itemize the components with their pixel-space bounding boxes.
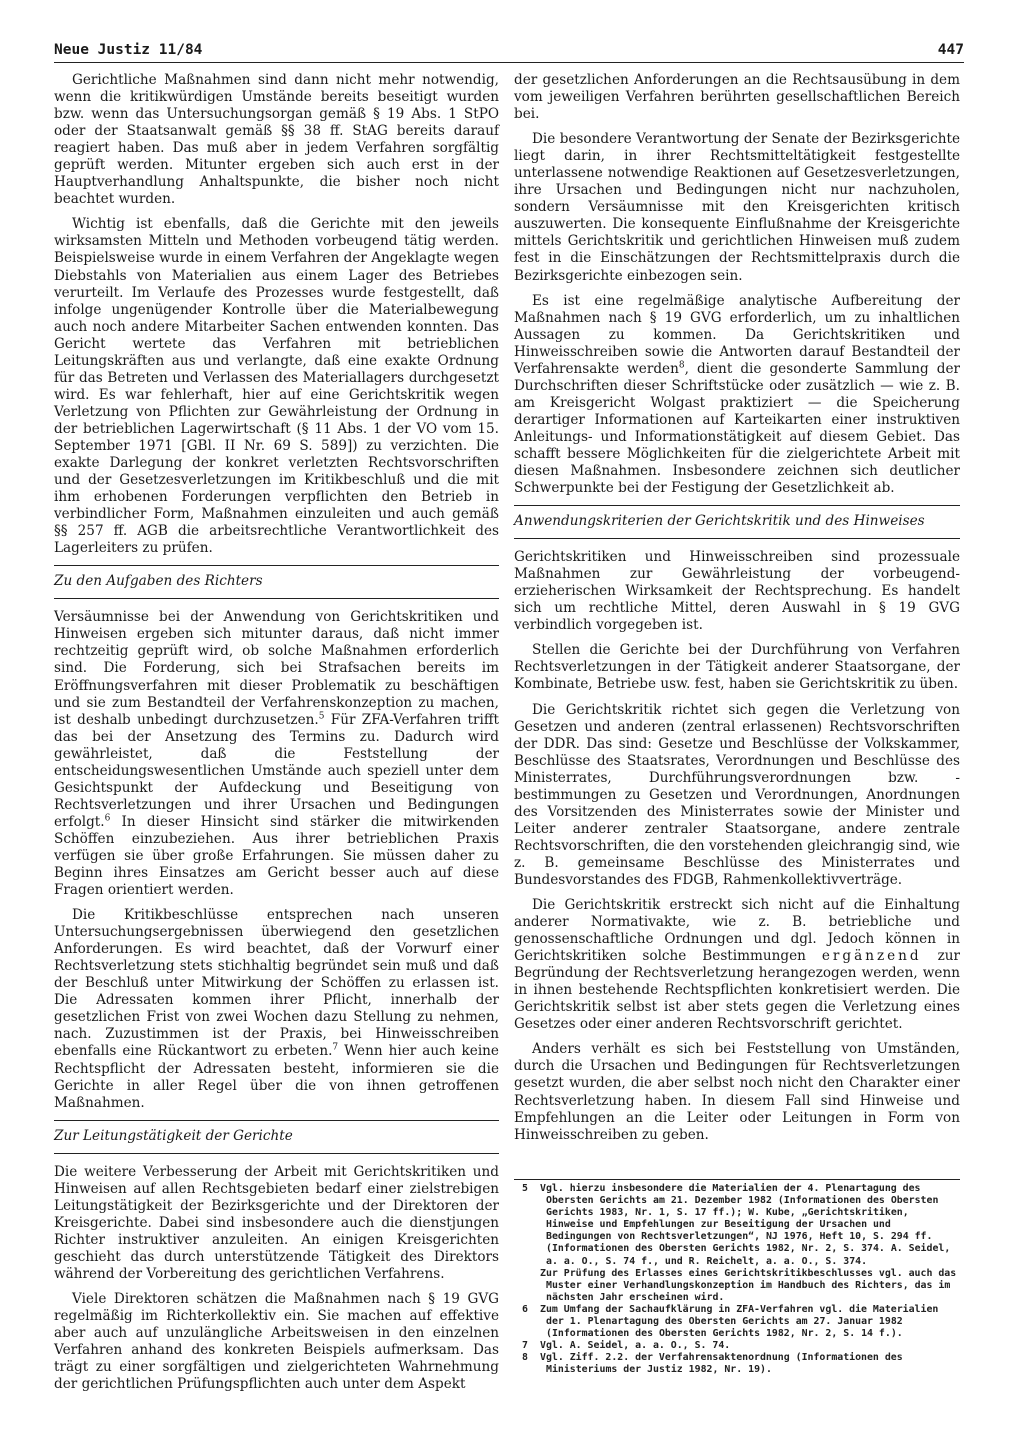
paragraph: Die Kritikbeschlüsse entsprechen nach unseren Untersuchungsergebnissen überwiegend den gesetzlichen Anforderungen. Es wird beachtet, daß der Vorwurf einer Rechtsverletzung stets stichhaltig begründet sein muß und daß der Beschluß unter Mitwirkung der Schöffen zu erlassen ist. Die Adressaten kommen ihrer Pflicht, innerhalb der gesetzlichen Frist von zwei Wochen dazu Stellung zu nehmen, nach. Zuzustimmen ist der Praxis, bei Hinweisschreiben ebenfalls eine Rückantwort zu erbeten.$^7$ Wenn hier auch keine Rechtspflicht der Adressaten besteht, informieren sie die Gerichte in aller Regel über die von ihnen getroffenen Maßnahmen.	[54, 907, 499, 1111]
footnote: Zur Prüfung des Erlasses eines Gerichtskritikbeschlusses vgl. auch das Muster einer Verhandlungskonzeption im Handbuch des Richters, das im nächsten Jahr erscheinen wird.	[540, 1267, 957, 1303]
page-number: 447	[937, 42, 964, 58]
footnote-marker: 6	[104, 813, 111, 824]
page-header	[54, 38, 964, 63]
section-heading: Zur Leitungstätigkeit der Gerichte	[54, 1120, 499, 1154]
section-heading: Anwendungskriterien der Gerichtskritik und des Hinweises	[514, 505, 960, 539]
paragraph: Stellen die Gerichte bei der Durchführung von Verfahren Rechtsverletzungen in der Tätigkeit anderer Staatsorgane, der Kombinate, Betriebe usw. fest, haben sie Gerichtskritik zu üben.	[514, 642, 960, 693]
paragraph: Es ist eine regelmäßige analytische Aufbereitung der Maßnahmen nach § 19 GVG erforderlich, um zu inhaltlichen Aussagen zu kommen. Da Gerichtskritiken und Hinweisschreiben sowie die Antworten darauf Bestandteil der Verfahrensakte werden$^8$, dient die gesonderte Sammlung der Durchschriften dieser Schriftstücke oder zusätzlich — wie z. B. am Kreisgericht Wolgast praktiziert — die Speicherung derartiger Informationen auf Karteikarten einer instruktiven Anleitungs- und Informationstätigkeit auf diesem Gebiet. Das schafft bessere Möglichkeiten für die zielgerichtete Arbeit mit diesen Maßnahmen. Insbesondere zeichnen sich deutlicher Schwerpunkte bei der Festigung der Gesetzlichkeit ab.	[514, 292, 960, 497]
footnote-marker: 5	[318, 711, 325, 722]
paragraph: Wichtig ist ebenfalls, daß die Gerichte mit den jeweils wirksamsten Mitteln und Methoden vorbeugend tätig werden. Beispielsweise wurde in einem Verfahren der Angeklagte wegen Diebstahls von Materialien aus einem Lager des Betriebes verurteilt. Im Verlaufe des Prozesses wurde festgestellt, daß infolge ungenügender Kontrolle über die Materialbewegung auch noch andere Mitarbeiter Sachen entwenden konnten. Das Gericht wertete das Verfahren mit betrieblichen Leitungskräften aus und verlangte, daß eine exakte Ordnung für das Betreten und Verlassen des Materiallagers durchgesetzt wird. Es war fehlerhaft, hier auf eine Gerichtskritik wegen Verletzung von Pflichten zur Gewährleistung der Ordnung in der betrieblichen Lagerwirtschaft (§ 11 Abs. 1 der VO vom 15. September 1971 [GBl. II Nr. 69 S. 589]) zu verzichten. Die exakte Darlegung der konkret verletzten Rechtsvorschriften und der Gesetzesverletzungen im Kritikbeschluß und die mit ihm erhobenen Forderungen verpflichten den Betrieb in verbindlicher Form, Maßnahmen einzuleiten und auch gemäß §§ 257 ff. AGB die arbeitsrechtliche Verantwortlichkeit des Lagerleiters zu prüfen.	[54, 216, 499, 557]
paragraph: Die Gerichtskritik richtet sich gegen die Verletzung von Gesetzen und anderen (zentral erlassenen) Rechtsvorschriften der DDR. Das sind: Gesetze und Beschlüsse der Volkskammer, Beschlüsse des Staatsrates, Verordnungen und Beschlüsse des Ministerrates, Durchführungsverordnungen bzw. -bestimmungen zu Gesetzen und Verordnungen, Anordnungen des Vorsitzenden des Ministerrates sowie der Minister und Leiter anderer zentraler Staatsorgane, andere zentrale Rechtsvorschriften, die den vorstehenden gleichrangig sind, wie z. B. gemeinsame Beschlüsse des Ministerrates und Bundesvorstandes des FDGB, Rahmenkollektivverträge.	[514, 701, 960, 888]
footnote: 5 Vgl. hierzu insbesondere die Materialien der 4. Plenartagung des Obersten Gerichts am 21. Dezember 1982 (Informationen des Obersten Gerichts 1983, Nr. 1, S. 17 ff.); W. Kube, „Gerichtskritiken, Hinweise und Empfehlungen zur Beseitigung der Ursachen und Bedingungen von Rechtsverletzungen“, NJ 1976, Heft 10, S. 294 ff. (Informationen des Obersten Gerichts 1982, Nr. 2, S. 374. A. Seidel, a. a. O., S. 74 f., und R. Reichelt, a. a. O., S. 374.	[522, 1183, 951, 1267]
footnote-marker: 8	[678, 360, 685, 371]
right-column	[514, 72, 960, 1152]
paragraph: Gerichtskritiken und Hinweisschreiben sind prozessuale Maßnahmen zur Gewährleistung der vorbeugend-erzieherischen Wirksamkeit der Rechtsprechung. Es handelt sich um rechtliche Mittel, deren Auswahl in § 19 GVG verbindlich vorgegeben ist.	[514, 549, 960, 634]
paragraph: Die besondere Verantwortung der Senate der Bezirksgerichte liegt darin, in ihrer Rechtsmitteltätigkeit festgestellte unterlassene notwendige Reaktionen auf Gesetzesverletzungen, ihre Ursachen und Bedingungen nicht nur nachzuholen, sondern Versäumnisse mit den Kreisgerichten kritisch auszuwerten. Die konsequente Einflußnahme der Kreisgerichte mittels Gerichtskritik und gerichtlichen Hinweisen muß zudem fest in die Einschätzungen der Rechtsmittelpraxis durch die Bezirksgerichte einbezogen sein.	[514, 131, 960, 284]
paragraph: Anders verhält es sich bei Feststellung von Umständen, durch die Ursachen und Bedingungen für Rechtsverletzungen gesetzt wurden, die aber selbst noch nicht den Charakter einer Rechtsverletzung haben. In diesem Fall sind Hinweise und Empfehlungen an die Leiter oder Leitungen in Form von Hinweisschreiben zu geben.	[514, 1041, 960, 1143]
spaced-emphasis: ergänzend	[821, 948, 922, 965]
paragraph: Versäumnisse bei der Anwendung von Gerichtskritiken und Hinweisen ergeben sich mitunter daraus, daß nicht immer rechtzeitig geprüft wird, ob solche Maßnahmen erforderlich sind. Die Forderung, sich bei Strafsachen bereits im Eröffnungsverfahren mit dieser Problematik zu beschäftigen und sie zum Bestandteil der Verfahrenskonzeption zu machen, ist deshalb unbedingt durchzusetzen.$^5$ Für ZFA-Verfahren trifft das bei der Ansetzung des Termins zu. Dadurch wird gewährleistet, daß die Feststellung der entscheidungswesentlichen Umstände auch speziell unter dem Gesichtspunkt der Aufdeckung und Beseitigung von Rechtsverletzungen und ihrer Ursachen und Bedingungen erfolgt.$^6$ In dieser Hinsicht sind stärker die mitwirkenden Schöffen einzubeziehen. Aus ihrer betrieblichen Praxis verfügen sie über große Erfahrungen. Sie müssen daher zu Beginn ihres Einsatzes am Gericht besser auch auf diese Fragen orientiert werden.	[54, 609, 499, 899]
footnote: 8 Vgl. Ziff. 2.2. der Verfahrensaktenordnung (Informationen des Ministeriums der Justiz 1982, Nr. 19).	[522, 1352, 903, 1376]
paragraph: Viele Direktoren schätzen die Maßnahmen nach § 19 GVG regelmäßig im Richterkollektiv ein. Sie machen auf effektive aber auch auf unzulängliche Arbeitsweisen in den einzelnen Verfahren anhand des konkreten Beispiels aufmerksam. Das trägt zu einer sorgfältigen und zielgerichteten Wahrnehmung der gerichtlichen Prüfungspflichten auch unter dem Aspekt	[54, 1291, 499, 1393]
paragraph: Gerichtliche Maßnahmen sind dann nicht mehr notwendig, wenn die kritikwürdigen Umstände bereits beseitigt wurden bzw. wenn das Untersuchungsorgan gemäß § 19 Abs. 1 StPO oder der Staatsanwalt gemäß §§ 38 ff. StAG bereits darauf reagiert haben. Das muß aber in jedem Verfahren sorgfältig geprüft werden. Mitunter ergeben sich auch erst in der Hauptverhandlung Anhaltspunkte, die bisher noch nicht beachtet wurden.	[54, 72, 499, 208]
paragraph: Die weitere Verbesserung der Arbeit mit Gerichtskritiken und Hinweisen auf allen Rechtsgebieten bedarf einer zielstrebigen Leitungstätigkeit der Bezirksgerichte und der Direktoren der Kreisgerichte. Dabei sind insbesondere auch die dienstjungen Richter instruktiver anzuleiten. An einigen Kreisgerichten geschieht das durch unterstützende Tätigkeit des Direktors während der Vorbereitung des gerichtlichen Verfahrens.	[54, 1163, 499, 1282]
section-heading: Zu den Aufgaben des Richters	[54, 565, 499, 599]
footnote: 7 Vgl. A. Seidel, a. a. O., S. 74.	[522, 1340, 731, 1352]
footnote: 6 Zum Umfang der Sachaufklärung in ZFA-Verfahren vgl. die Materialien der 1. Plenartagung des Obersten Gerichts am 27. Januar 1982 (Informationen des Obersten Gerichts 1982, Nr. 2, S. 14 f.).	[522, 1303, 939, 1340]
footnotes	[514, 1179, 960, 1377]
left-column	[54, 72, 499, 1401]
journal-title: Neue Justiz 11/84	[54, 42, 203, 58]
paragraph: der gesetzlichen Anforderungen an die Rechtsausübung in dem vom jeweiligen Verfahren berührten gesellschaftlichen Bereich bei.	[514, 72, 960, 123]
paragraph: Die Gerichtskritik erstreckt sich nicht auf die Einhaltung anderer Normativakte, wie z. B. betriebliche und genossenschaftliche Ordnungen und dgl. Jedoch können in Gerichtskritiken solche Bestimmungen ergänzend zur Begründung der Rechtsverletzung herangezogen werden, wenn in ihnen bestehende Rechtspflichten konkretisiert werden. Die Gerichtskritik selbst ist aber stets gegen die Verletzung eines Gesetzes oder einer anderen Rechtsvorschrift gerichtet.	[514, 897, 960, 1033]
footnote-marker: 7	[332, 1042, 339, 1053]
